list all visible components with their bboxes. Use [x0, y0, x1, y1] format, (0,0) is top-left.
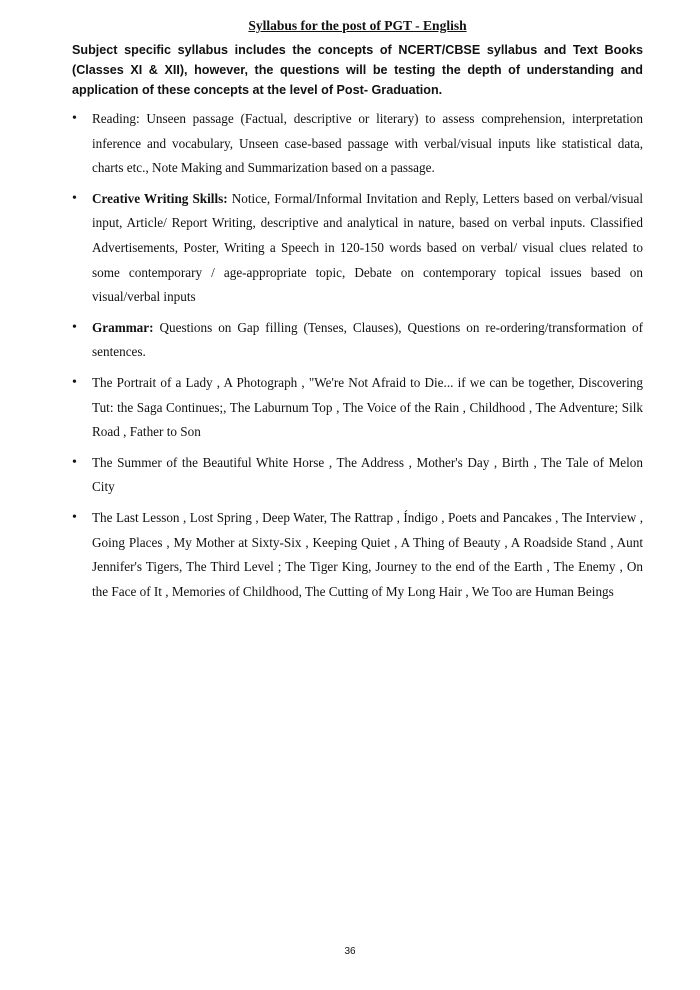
list-item: [72, 371, 643, 445]
list-item: [72, 506, 643, 604]
intro-paragraph: Subject specific syllabus includes the concepts of NCERT/CBSE syllabus and Text Books (Classes XI & XII), however, the questions will be testing the depth of understanding and application of these concepts at the level of Post- Graduation.: [72, 43, 643, 97]
document-page: [72, 18, 643, 610]
bullet-icon: •: [72, 111, 77, 126]
list-item: [72, 451, 643, 500]
item-text: The Portrait of a Lady , A Photograph , "We're Not Afraid to Die... if we can be together, Discovering Tut: the Saga Continues;, The Laburnum Top , The Voice of the Rain , Childhood , The Adventure; Silk Road , Father to Son: [92, 374, 643, 440]
item-text: The Last Lesson , Lost Spring , Deep Water, The Rattrap , Índigo , Poets and Pancakes , The Interview , Going Places , My Mother at Sixty-Six , Keeping Quiet , A Thing of Beauty , A Roadside Stand , Aunt Jennifer's Tigers, The Third Level ; The Tiger King, Journey to the end of the Earth , The Enemy , On the Face of It , Memories of Childhood, The Cutting of My Long Hair , We Too are Human Beings: [92, 509, 643, 599]
list-item: [72, 316, 643, 365]
item-text: Reading: Unseen passage (Factual, descriptive or literary) to assess comprehension, interpretation inference and vocabulary, Unseen case-based passage with verbal/visual inputs like statistical data, charts etc., Note Making and Summarization based on a passage.: [92, 111, 643, 176]
page-number: 36: [344, 946, 356, 957]
bullet-icon: •: [72, 374, 77, 390]
item-text: The Summer of the Beautiful White Horse , The Address , Mother's Day , Birth , The Tale of Melon City: [92, 454, 643, 495]
bullet-icon: •: [72, 319, 77, 335]
syllabus-list: [72, 107, 643, 604]
page-title: Syllabus for the post of PGT - English: [248, 18, 467, 33]
bullet-icon: •: [72, 509, 77, 525]
item-lead: Grammar:: [92, 319, 154, 335]
item-text: Questions on Gap filling (Tenses, Clauses), Questions on re-ordering/transformation of sentences.: [92, 319, 643, 360]
item-text: Notice, Formal/Informal Invitation and Reply, Letters based on verbal/visual input, Article/ Report Writing, descriptive and analytical in nature, based on verbal inputs. Classified Advertisements, Poster, Writing a Speech in 120-150 words based on verbal/ visual clues related to some contemporary / age-appropriate topic, Debate on contemporary topical issues based on visual/verbal inputs: [92, 190, 644, 305]
item-lead: Creative Writing Skills:: [92, 190, 228, 206]
list-item: [72, 107, 643, 181]
bullet-icon: •: [72, 454, 77, 470]
bullet-icon: •: [72, 190, 77, 206]
list-item: [72, 187, 643, 310]
